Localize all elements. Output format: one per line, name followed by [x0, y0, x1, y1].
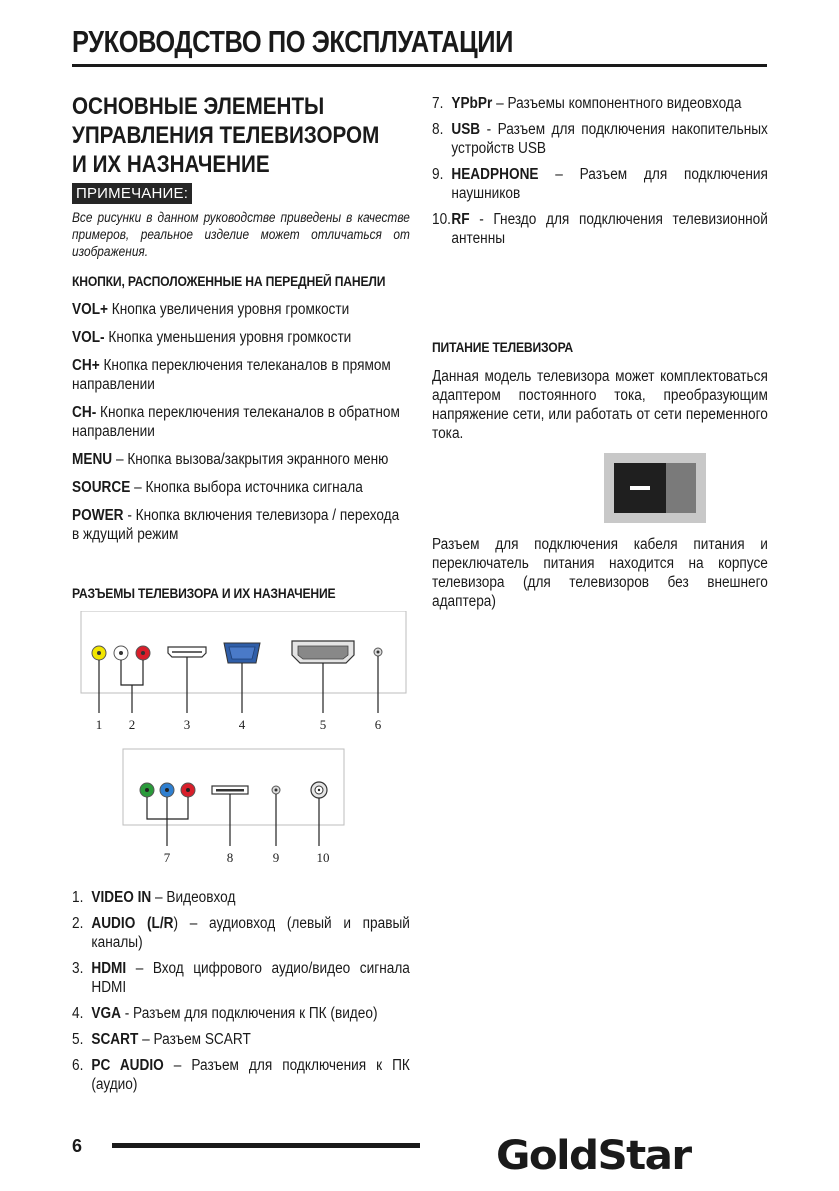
- list-item: 6. PC AUDIO – Разъем для подключения к ПК (аудио): [72, 1057, 410, 1093]
- page-title: РУКОВОДСТВО ПО ЭКСПЛУАТАЦИИ: [72, 24, 513, 59]
- list-item: 9. HEADPHONE – Разъем для подключения наушников: [432, 166, 768, 202]
- scart-port: [292, 641, 354, 663]
- rf-connector: [311, 782, 327, 798]
- front-button-item: CH- Кнопка переключения телеканалов в обратном направлении: [72, 404, 400, 440]
- power-text: Данная модель телевизора может комплектоваться адаптером постоянного тока, преобразующим напряжение сети, или работать от сети переменного тока.: [432, 368, 768, 442]
- panel-2-label: 9: [272, 850, 280, 865]
- list-item: 7. YPbPr – Разъемы компонентного видеовхода: [432, 95, 742, 112]
- power-connector-text: Разъем для подключения кабеля питания и переключатель питания находится на корпусе телевизора (для телевизоров без внешнего адаптера): [432, 536, 768, 610]
- panel-1-label: 5: [319, 717, 327, 732]
- list-item: 10. RF - Гнездо для подключения телевизионной антенны: [432, 211, 768, 247]
- panel-1-label: 6: [374, 717, 382, 732]
- connectors-list-left: [72, 888, 410, 1094]
- panel-2-label: 10: [316, 850, 330, 865]
- panel-1-label: 3: [183, 717, 191, 732]
- panel-2-label: 8: [226, 850, 234, 865]
- video-in-jack: [92, 646, 106, 660]
- front-button-item: VOL- Кнопка уменьшения уровня громкости: [72, 329, 352, 346]
- header-divider: [72, 64, 767, 67]
- footer-divider: [112, 1143, 420, 1148]
- headphone-jack: [272, 786, 280, 794]
- list-item: 1. VIDEO IN – Видеовход: [72, 889, 236, 906]
- front-button-item: VOL+ Кнопка увеличения уровня громкости: [72, 301, 350, 318]
- right-column: [432, 94, 768, 611]
- list-item: 4. VGA - Разъем для подключения к ПК (видео): [72, 1005, 378, 1022]
- list-item: 2. AUDIO (L/R) – аудиовход (левый и правый каналы): [72, 915, 410, 951]
- panel-2-label: 7: [163, 850, 171, 865]
- panel-1-label: 1: [95, 717, 103, 732]
- front-button-item: MENU – Кнопка вызова/закрытия экранного меню: [72, 451, 389, 468]
- pc-audio-jack: [374, 648, 382, 656]
- front-buttons-heading: КНОПКИ, РАСПОЛОЖЕННЫЕ НА ПЕРЕДНЕЙ ПАНЕЛИ: [72, 274, 386, 289]
- connector-panel-diagram: [72, 611, 410, 881]
- front-button-item: CH+ Кнопка переключения телеканалов в прямом направлении: [72, 357, 391, 393]
- front-button-item: POWER - Кнопка включения телевизора / перехода в ждущий режим: [72, 507, 400, 543]
- left-column: [72, 92, 410, 1094]
- note-label: ПРИМЕЧАНИЕ:: [72, 183, 192, 204]
- vga-port: [224, 643, 260, 663]
- page-number: 6: [72, 1136, 83, 1156]
- panel-1-label: 2: [128, 717, 136, 732]
- section-title: ОСНОВНЫЕ ЭЛЕМЕНТЫ УПРАВЛЕНИЯ ТЕЛЕВИЗОРОМ И ИХ НАЗНАЧЕНИЕ: [72, 93, 380, 178]
- brand-logo: GoldStar: [496, 1133, 691, 1179]
- list-item: 5. SCART – Разъем SCART: [72, 1031, 251, 1048]
- list-item: 3. HDMI – Вход цифрового аудио/видео сигнала HDMI: [72, 960, 410, 996]
- list-item: 8. USB - Разъем для подключения накопительных устройств USB: [432, 121, 768, 157]
- ypbpr-jacks: [140, 783, 195, 797]
- connectors-list-right: [432, 94, 768, 248]
- front-button-item: SOURCE – Кнопка выбора источника сигнала: [72, 479, 363, 496]
- front-buttons-list: [72, 300, 410, 544]
- power-switch-image: [432, 451, 768, 527]
- power-heading: ПИТАНИЕ ТЕЛЕВИЗОРА: [432, 340, 574, 355]
- power-switch-off-mark: [630, 486, 650, 490]
- panel-1-label: 4: [238, 717, 246, 732]
- note-text: Все рисунки в данном руководстве приведены в качестве примеров, реальное изделие может отличаться от изображения.: [72, 210, 410, 259]
- connectors-heading: РАЗЪЕМЫ ТЕЛЕВИЗОРА И ИХ НАЗНАЧЕНИЕ: [72, 586, 336, 601]
- usb-port: [212, 786, 248, 794]
